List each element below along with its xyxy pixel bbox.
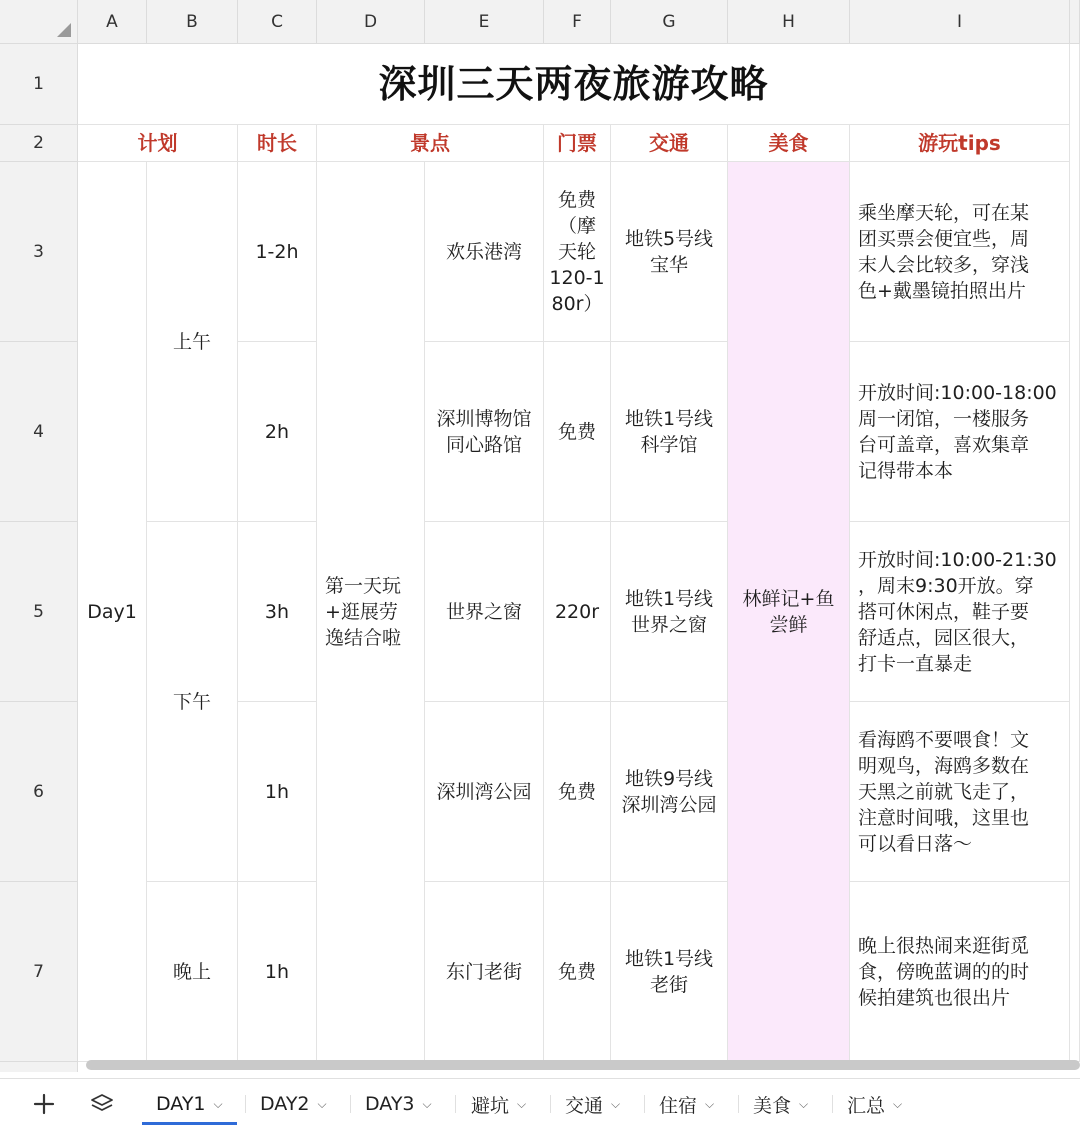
cell-spot[interactable]: 深圳博物馆 同心路馆: [425, 342, 544, 522]
header-ticket[interactable]: 门票: [544, 125, 611, 162]
tab-day1[interactable]: [142, 1079, 237, 1129]
tab-divider: [350, 1095, 351, 1113]
tab-food[interactable]: [753, 1079, 808, 1129]
cell-transport[interactable]: 地铁1号线 世界之窗: [611, 522, 728, 702]
row-header-3[interactable]: 3: [0, 162, 78, 342]
cell-transport[interactable]: 地铁1号线 老街: [611, 882, 728, 1062]
row-header-7[interactable]: 7: [0, 882, 78, 1062]
row-header-6[interactable]: 6: [0, 702, 78, 882]
tab-label: 交通: [565, 1094, 604, 1117]
sheet-title[interactable]: 深圳三天两夜旅游攻略: [78, 44, 1070, 125]
tab-divider: [245, 1095, 246, 1113]
header-spot[interactable]: 景点: [317, 125, 544, 162]
row-header-8[interactable]: [0, 1062, 78, 1072]
cell-day[interactable]: Day1: [78, 162, 147, 1062]
cell-ticket[interactable]: 免费: [544, 702, 611, 882]
column-header-h[interactable]: H: [728, 0, 850, 44]
column-header-a[interactable]: A: [78, 0, 147, 44]
chevron-down-icon[interactable]: ⌵: [517, 1096, 527, 1111]
tab-divider: [738, 1095, 739, 1113]
chevron-down-icon[interactable]: ⌵: [213, 1096, 223, 1111]
column-header-d[interactable]: D: [317, 0, 425, 44]
header-plan[interactable]: 计划: [78, 125, 238, 162]
cell-duration[interactable]: 1h: [238, 882, 317, 1062]
tab-divider: [644, 1095, 645, 1113]
add-sheet-button[interactable]: [24, 1079, 64, 1129]
tab-day3[interactable]: [365, 1079, 432, 1129]
row-header-5[interactable]: 5: [0, 522, 78, 702]
sheet-tab-bar: [0, 1078, 1080, 1129]
horizontal-scrollbar[interactable]: [86, 1060, 1080, 1070]
row-header-1[interactable]: 1: [0, 44, 78, 125]
plus-icon: [33, 1093, 55, 1115]
cell-ticket[interactable]: 220r: [544, 522, 611, 702]
cell-duration[interactable]: 2h: [238, 342, 317, 522]
cell-period-evening[interactable]: 晚上: [147, 882, 238, 1062]
chevron-down-icon[interactable]: ⌵: [705, 1096, 715, 1111]
chevron-down-icon[interactable]: ⌵: [422, 1096, 432, 1111]
row-header-2[interactable]: 2: [0, 125, 78, 162]
tab-lodging[interactable]: [659, 1079, 714, 1129]
tab-pitfalls[interactable]: [471, 1079, 526, 1129]
column-header-g[interactable]: G: [611, 0, 728, 44]
tab-divider: [832, 1095, 833, 1113]
cell-tips[interactable]: 开放时间:10:00-18:00 周一闭馆，一楼服务 台可盖章，喜欢集章 记得带本本: [850, 342, 1070, 522]
cell-transport[interactable]: 地铁9号线 深圳湾公园: [611, 702, 728, 882]
cell-tips[interactable]: 开放时间:10:00-21:30 ，周末9:30开放。穿 搭可休闲点，鞋子要 舒适点，园区很大， 打卡一直暴走: [850, 522, 1070, 702]
cell-food[interactable]: 林鲜记+鱼 尝鲜: [728, 162, 850, 1062]
row-header-4[interactable]: 4: [0, 342, 78, 522]
cell-transport[interactable]: 地铁1号线 科学馆: [611, 342, 728, 522]
chevron-down-icon[interactable]: ⌵: [317, 1096, 327, 1111]
tab-divider: [455, 1095, 456, 1113]
layers-icon: [90, 1092, 114, 1116]
tab-label: DAY1: [156, 1093, 206, 1115]
tab-day2[interactable]: [260, 1079, 327, 1129]
header-transport[interactable]: 交通: [611, 125, 728, 162]
cell-duration[interactable]: 1h: [238, 702, 317, 882]
column-header-b[interactable]: B: [147, 0, 238, 44]
header-duration[interactable]: 时长: [238, 125, 317, 162]
cell-tips[interactable]: 乘坐摩天轮，可在某 团买票会便宜些，周 末人会比较多，穿浅 色+戴墨镜拍照出片: [850, 162, 1070, 342]
cell-spot[interactable]: 欢乐港湾: [425, 162, 544, 342]
tab-label: 住宿: [659, 1094, 698, 1117]
cell-tips[interactable]: 晚上很热闹来逛街觅 食，傍晚蓝调的的时 候拍建筑也很出片: [850, 882, 1070, 1062]
cell-spot[interactable]: 世界之窗: [425, 522, 544, 702]
tab-divider: [550, 1095, 551, 1113]
chevron-down-icon[interactable]: ⌵: [611, 1096, 621, 1111]
cell-transport[interactable]: 地铁5号线 宝华: [611, 162, 728, 342]
cell-duration[interactable]: 3h: [238, 522, 317, 702]
column-header-extra[interactable]: [1070, 0, 1080, 44]
column-header-i[interactable]: I: [850, 0, 1070, 44]
cell-ticket[interactable]: 免费: [544, 882, 611, 1062]
select-all-corner[interactable]: [0, 0, 78, 44]
chevron-down-icon[interactable]: ⌵: [893, 1096, 903, 1111]
tab-transport[interactable]: [565, 1079, 620, 1129]
column-header-e[interactable]: E: [425, 0, 544, 44]
tab-label: 美食: [753, 1094, 792, 1117]
cell-extra[interactable]: [1070, 44, 1080, 1062]
cell-duration[interactable]: 1-2h: [238, 162, 317, 342]
header-food[interactable]: 美食: [728, 125, 850, 162]
cell-period-afternoon[interactable]: 下午: [147, 522, 238, 882]
header-tips[interactable]: 游玩tips: [850, 125, 1070, 162]
cell-tips[interactable]: 看海鸥不要喂食！文 明观鸟，海鸥多数在 天黑之前就飞走了， 注意时间哦，这里也 可以看日落～: [850, 702, 1070, 882]
cell-spot[interactable]: 东门老街: [425, 882, 544, 1062]
sheet-list-button[interactable]: [82, 1079, 122, 1129]
cell-ticket[interactable]: 免费: [544, 342, 611, 522]
tab-summary[interactable]: [847, 1079, 902, 1129]
tab-label: DAY3: [365, 1093, 415, 1115]
tab-label: 避坑: [471, 1094, 510, 1117]
cell-ticket[interactable]: 免费 （摩 天轮 120-1 80r）: [544, 162, 611, 342]
cell-period-morning[interactable]: 上午: [147, 162, 238, 522]
column-header-f[interactable]: F: [544, 0, 611, 44]
tab-label: DAY2: [260, 1093, 310, 1115]
column-header-c[interactable]: C: [238, 0, 317, 44]
tab-label: 汇总: [847, 1094, 886, 1117]
cell-day-note[interactable]: 第一天玩 +逛展劳 逸结合啦: [317, 162, 425, 1062]
cell-spot[interactable]: 深圳湾公园: [425, 702, 544, 882]
chevron-down-icon[interactable]: ⌵: [799, 1096, 809, 1111]
